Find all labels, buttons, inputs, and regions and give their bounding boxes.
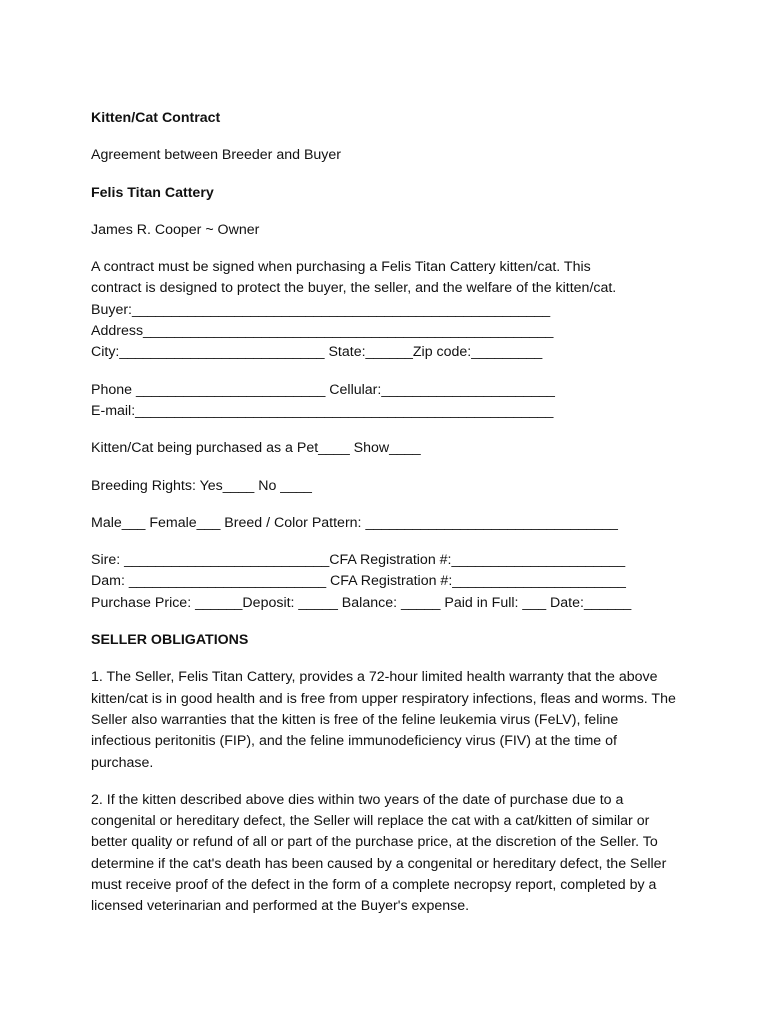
dam-field[interactable]: Dam: _________________________ CFA Registration #:______________________ bbox=[91, 573, 626, 590]
gender-breed-field[interactable]: Male___ Female___ Breed / Color Pattern: ________________________________ bbox=[91, 514, 618, 531]
intro-line-2: contract is designed to protect the buyer, the seller, and the welfare of the kitten/cat. bbox=[91, 280, 617, 297]
sire-field[interactable]: Sire: __________________________CFA Registration #:______________________ bbox=[91, 552, 626, 569]
price-field[interactable]: Purchase Price: ______Deposit: _____ Balance: _____ Paid in Full: ___ Date:______ bbox=[91, 594, 632, 611]
pet-show-field[interactable]: Kitten/Cat being purchased as a Pet____ Show____ bbox=[91, 440, 421, 457]
seller-obligation-2: 2. If the kitten described above dies within two years of the date of purchase due to a congenital or hereditary defect, the Seller will replace the cat with a cat/kitten of similar or better quality or refund of all or part of the purchase price, at the discretion of the Seller. To determine if the cat's death has been caused by a congenital or hereditary defect, the Seller must receive proof of the defect in the form of a complete necropsy report, completed by a licensed veterinarian and performed at the Buyer's expense. bbox=[91, 791, 667, 915]
address-field[interactable]: Address____________________________________________________ bbox=[91, 323, 554, 340]
document-subtitle: Agreement between Breeder and Buyer bbox=[91, 147, 342, 164]
document-body bbox=[91, 108, 691, 934]
document-title: Kitten/Cat Contract bbox=[91, 110, 221, 126]
cattery-name: Felis Titan Cattery bbox=[91, 184, 214, 201]
email-field[interactable]: E-mail:_____________________________________________________ bbox=[91, 402, 554, 419]
seller-obligation-1: 1. The Seller, Felis Titan Cattery, provides a 72-hour limited health warranty that the above kitten/cat is in good health and is free from upper respiratory infections, fleas and worms. The Seller also warranties that the kitten is free of the feline leukemia virus (FeLV), feline infectious peritonitis (FIP), and the feline immunodeficiency virus (FIV) at the time of purchase. bbox=[91, 669, 676, 771]
intro-line-1: A contract must be signed when purchasing a Felis Titan Cattery kitten/cat. This bbox=[91, 259, 591, 276]
intro-text bbox=[91, 257, 691, 300]
city-state-zip-field[interactable]: City:__________________________ State:______Zip code:_________ bbox=[91, 344, 543, 361]
phone-cellular-field[interactable]: Phone ________________________ Cellular:______________________ bbox=[91, 381, 555, 398]
buyer-field[interactable]: Buyer:_____________________________________________________ bbox=[91, 301, 551, 318]
seller-obligations-heading: SELLER OBLIGATIONS bbox=[91, 632, 249, 649]
owner-name: James R. Cooper ~ Owner bbox=[91, 221, 260, 238]
breeding-rights-field[interactable]: Breeding Rights: Yes____ No ____ bbox=[91, 477, 312, 494]
